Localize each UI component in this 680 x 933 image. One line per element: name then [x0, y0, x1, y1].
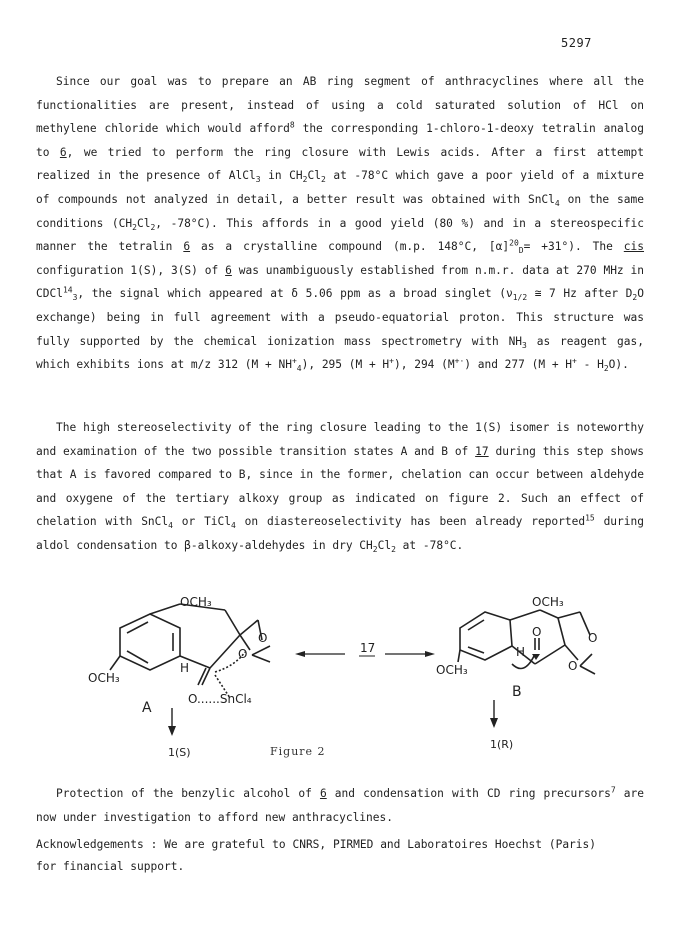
figure-2-scheme [80, 590, 640, 760]
product-b: 1(R) [490, 738, 514, 751]
paragraph-3: Protection of the benzylic alcohol of 6 and condensation with CD ring precursors$^7$ are now under investigation to afford new anthracyclines. [36, 785, 644, 824]
b-och3-top: OCH₃ [532, 595, 564, 609]
paragraph-2: The high stereoselectivity of the ring closure leading to the 1(S) isomer is noteworthy and examination of the two possible transition states A and B of 17 during this step shows that A is favored compared to B, since in the former, chelation can occur between aldehyde and oxygene of the tertiary alkoxy group as indicated on figure 2. Such an effect of chelation with SnCl$_4$ or TiCl$_4$ on diastereoselectivity has been already reported$^{15}$ during aldol condensation to β-alkoxy-aldehydes in dry $CH_2Cl_2$ at -78°C. [36, 421, 644, 555]
acknowledgements: Acknowledgements : We are grateful to CNRS, PIRMED and Laboratoires Hoechst (Paris) for financial support. [36, 838, 596, 873]
figure-caption: Figure 2 [270, 745, 326, 758]
a-hydrogen: H [180, 661, 190, 675]
arrowhead-a [168, 726, 176, 736]
a-och3-bottom: OCH₃ [88, 671, 120, 685]
a-ether-oxygen: O [238, 647, 248, 661]
arrowhead-b [490, 718, 498, 728]
arrowhead-right [425, 651, 435, 657]
b-hydrogen: H [516, 645, 526, 659]
b-ring-oxygen: O [588, 631, 598, 645]
paragraph-1: Since our goal was to prepare an AB ring segment of anthracyclines where all the functionalities are present, instead of using a cold saturated solution of HCl on methylene chloride which would afford$^8$ the corresponding 1-chloro-1-deoxy tetralin analog to 6, we tried to perform the ring closure with Lewis acids. After a first attempt realized in the presence of AlCl$_3$ in $CH_2Cl_2$ at -78°C which gave a poor yield of a mixture of compounds not analyzed in detail, a better result was obtained with SnCl$_4$ on the same conditions ($CH_2Cl_2$, -78°C). This affords in a good yield (80 %) and in a stereospecific manner the tetralin 6 as a crystalline compound (m.p. 148°C, $[\alpha]^{20}_D= +31^\circ$). The cis configuration 1(S), 3(S) of 6 was unambiguously established from n.m.r. data at 270 MHz in CDCl$^{14}_3$, the signal which appeared at δ 5.06 ppm as a broad singlet ($\nu_{1/2}$ ≅ 7 Hz after $D_2O$ exchange) being in full agreement with a pseudo-equatorial proton. This structure was fully supported by the chemical ionization mass spectrometry with $NH_3$ as reagent gas, which exhibits ions at m/z 312 $(M + NH^+_4)$, 295 (M + H+), 294 (M+·) and 277 $(M + H^+ - H_2O)$. [36, 75, 645, 374]
label-b: B [512, 684, 522, 700]
a-och3-top: OCH₃ [180, 595, 212, 609]
a-ring-oxygen: O [258, 631, 268, 645]
page-number: 5297 [561, 36, 592, 50]
a-sncl4-complex: O......SnCl₄ [188, 692, 252, 706]
arrowhead-left [295, 651, 305, 657]
product-a: 1(S) [168, 746, 191, 759]
compound-17-label: 17 [360, 641, 376, 655]
b-ether-oxygen: O [568, 659, 578, 673]
b-carbonyl-oxygen: O [532, 625, 542, 639]
figure-2 [80, 590, 640, 760]
b-och3-bottom: OCH₃ [436, 663, 468, 677]
label-a: A [142, 700, 152, 716]
